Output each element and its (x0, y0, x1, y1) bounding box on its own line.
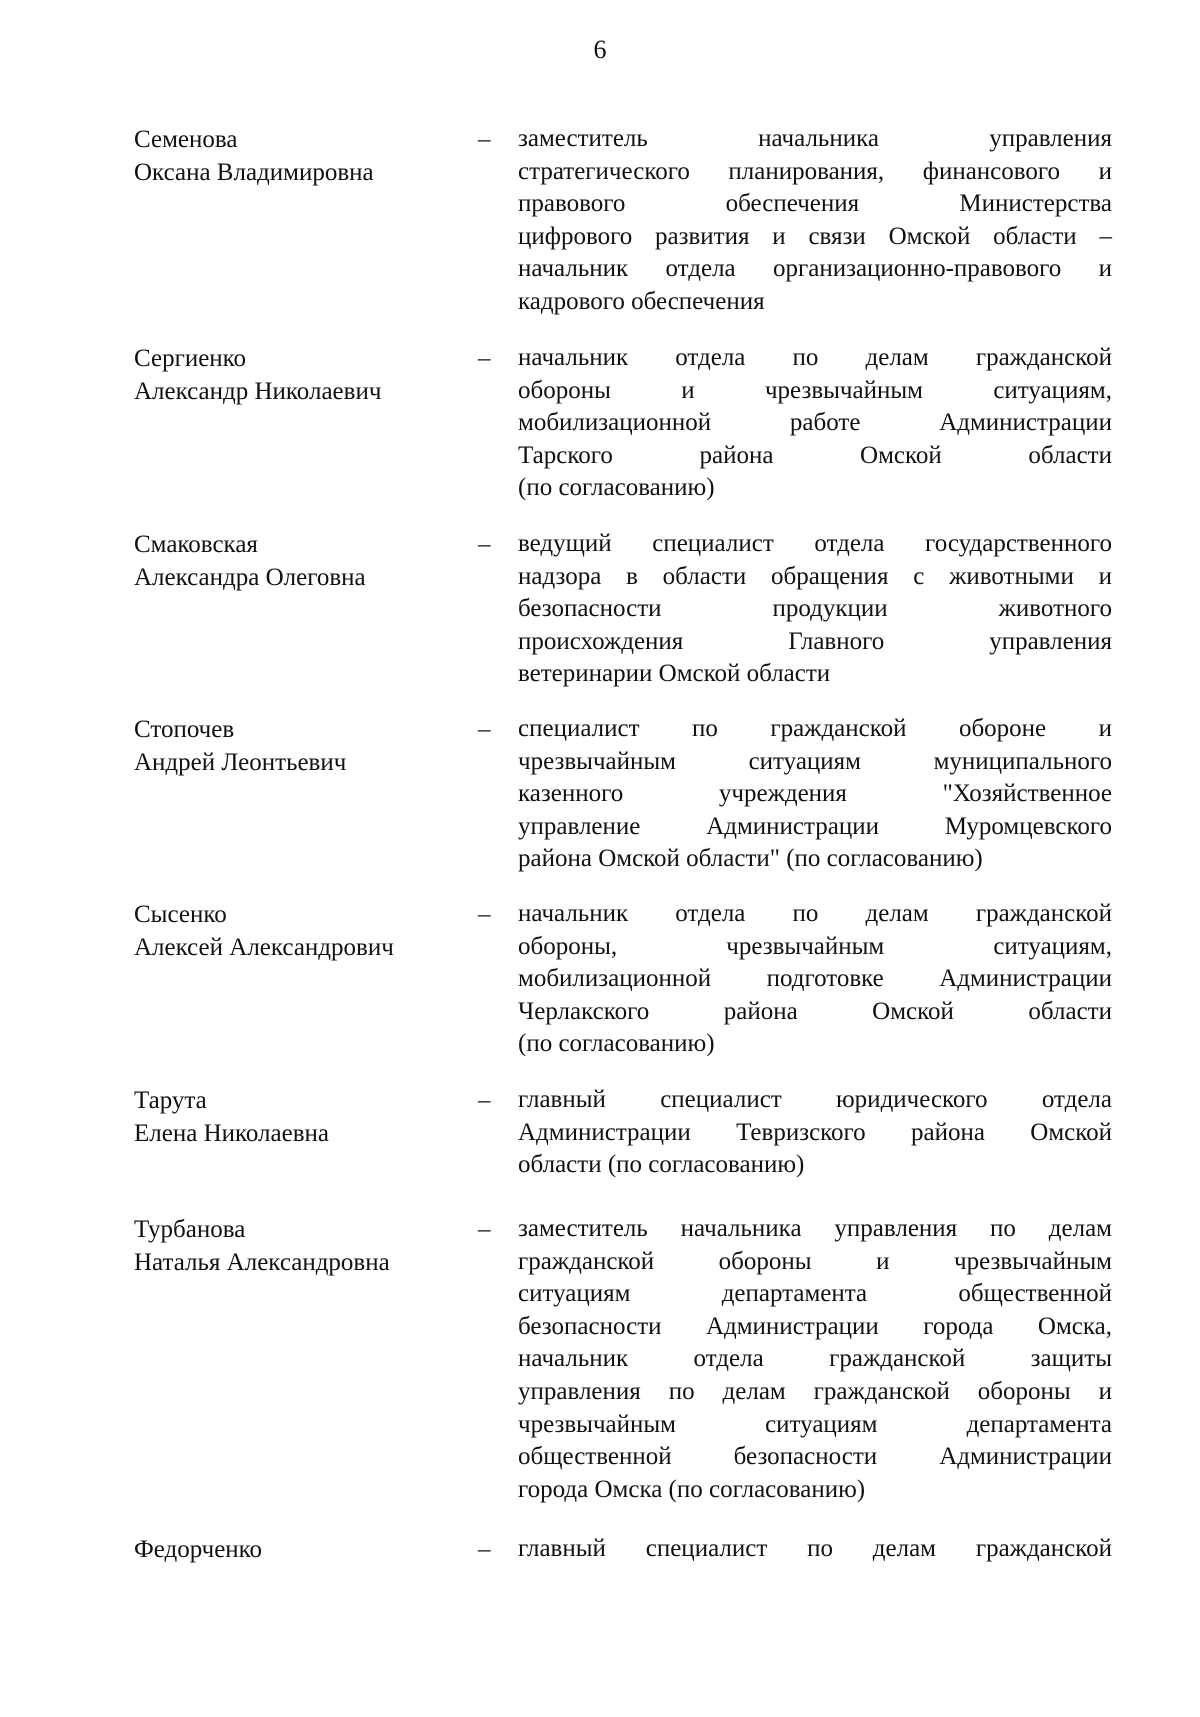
surname: Семенова (134, 126, 238, 153)
page-number: 6 (593, 35, 607, 64)
given-name: Наталья Александровна (134, 1249, 390, 1276)
surname: Сергиенко (134, 345, 247, 372)
description-line: казенного учреждения "Хозяйственное (518, 780, 1112, 808)
surname: Федорченко (134, 1536, 263, 1563)
description-line: стратегического планирования, финансового и (518, 157, 1112, 185)
description-line: ветеринарии Омской области (518, 660, 831, 688)
description-line: района Омской области" (по согласованию) (518, 845, 983, 873)
dash: – (478, 1087, 491, 1114)
description-line: начальник отдела организационно-правового и (518, 255, 1112, 283)
description-line: Черлакского района Омской области (518, 997, 1112, 1025)
description-line: гражданской обороны и чрезвычайным (518, 1247, 1112, 1275)
description-line: ведущий специалист отдела государственного (518, 530, 1112, 557)
position-description (518, 898, 1112, 1061)
description-line: безопасности продукции животного (518, 595, 1112, 623)
description-line: ситуациям департамента общественной (518, 1280, 1112, 1308)
description-line: (по согласованию) (518, 1030, 715, 1058)
given-name: Алексей Александрович (134, 934, 394, 961)
dash: – (478, 901, 491, 928)
person-name (134, 713, 464, 779)
description-line: управление Администрации Муромцевского (518, 812, 1112, 840)
dash: – (478, 716, 491, 743)
description-line: безопасности Администрации города Омска, (518, 1312, 1112, 1340)
description-line: начальник отдела по делам гражданской (518, 344, 1112, 371)
description-line: начальник отдела по делам гражданской (518, 900, 1112, 927)
person-name (134, 123, 464, 189)
description-line: Администрации Тевризского района Омской (518, 1118, 1112, 1146)
position-description (518, 1084, 1112, 1182)
description-line: обороны, чрезвычайным ситуациям, (518, 932, 1112, 960)
given-name: Елена Николаевна (134, 1120, 329, 1147)
description-line: цифрового развития и связи Омской области – (518, 222, 1112, 250)
description-line: чрезвычайным ситуациям муниципального (518, 747, 1112, 775)
description-line: области (по согласованию) (518, 1151, 805, 1179)
person-name (134, 1533, 464, 1566)
position-description (518, 713, 1112, 876)
description-line: (по согласованию) (518, 474, 715, 502)
description-line: мобилизационной подготовке Администрации (518, 965, 1112, 993)
person-name (134, 342, 464, 408)
surname: Тарута (134, 1087, 207, 1114)
surname: Стопочев (134, 716, 235, 743)
description-line: обороны и чрезвычайным ситуациям, (518, 376, 1112, 404)
dash: – (478, 126, 491, 153)
dash: – (478, 531, 491, 558)
description-line: надзора в области обращения с животными и (518, 562, 1112, 590)
description-line: управления по делам гражданской обороны и (518, 1377, 1112, 1405)
given-name: Александра Олеговна (134, 564, 366, 591)
surname: Турбанова (134, 1216, 246, 1243)
position-description (518, 1533, 1112, 1566)
surname: Сысенко (134, 901, 227, 928)
description-line: главный специалист юридического отдела (518, 1086, 1112, 1113)
person-name (134, 1084, 464, 1150)
description-line: города Омска (по согласованию) (518, 1475, 866, 1503)
position-description (518, 1213, 1112, 1506)
position-description (518, 528, 1112, 691)
description-line: чрезвычайным ситуациям департамента (518, 1410, 1112, 1438)
given-name: Андрей Леонтьевич (134, 749, 347, 776)
position-description (518, 342, 1112, 505)
description-line: специалист по гражданской обороне и (518, 715, 1112, 742)
description-line: Тарского района Омской области (518, 441, 1112, 469)
description-line: происхождения Главного управления (518, 627, 1112, 655)
dash: – (478, 1216, 491, 1243)
description-line: кадрового обеспечения (518, 287, 765, 315)
surname: Смаковская (134, 531, 258, 558)
description-line: начальник отдела гражданской защиты (518, 1345, 1112, 1373)
given-name: Оксана Владимировна (134, 159, 374, 186)
position-description (518, 123, 1112, 319)
description-line: заместитель начальника управления (518, 125, 1112, 152)
description-line: правового обеспечения Министерства (518, 190, 1112, 218)
description-line: мобилизационной работе Администрации (518, 409, 1112, 437)
description-line: заместитель начальника управления по делам (518, 1215, 1112, 1242)
person-name (134, 528, 464, 594)
person-name (134, 898, 464, 964)
dash: – (478, 345, 491, 372)
description-line: главный специалист по делам гражданской (518, 1535, 1112, 1562)
given-name: Александр Николаевич (134, 378, 382, 405)
dash: – (478, 1536, 491, 1563)
person-name (134, 1213, 464, 1279)
description-line: общественной безопасности Администрации (518, 1443, 1112, 1471)
